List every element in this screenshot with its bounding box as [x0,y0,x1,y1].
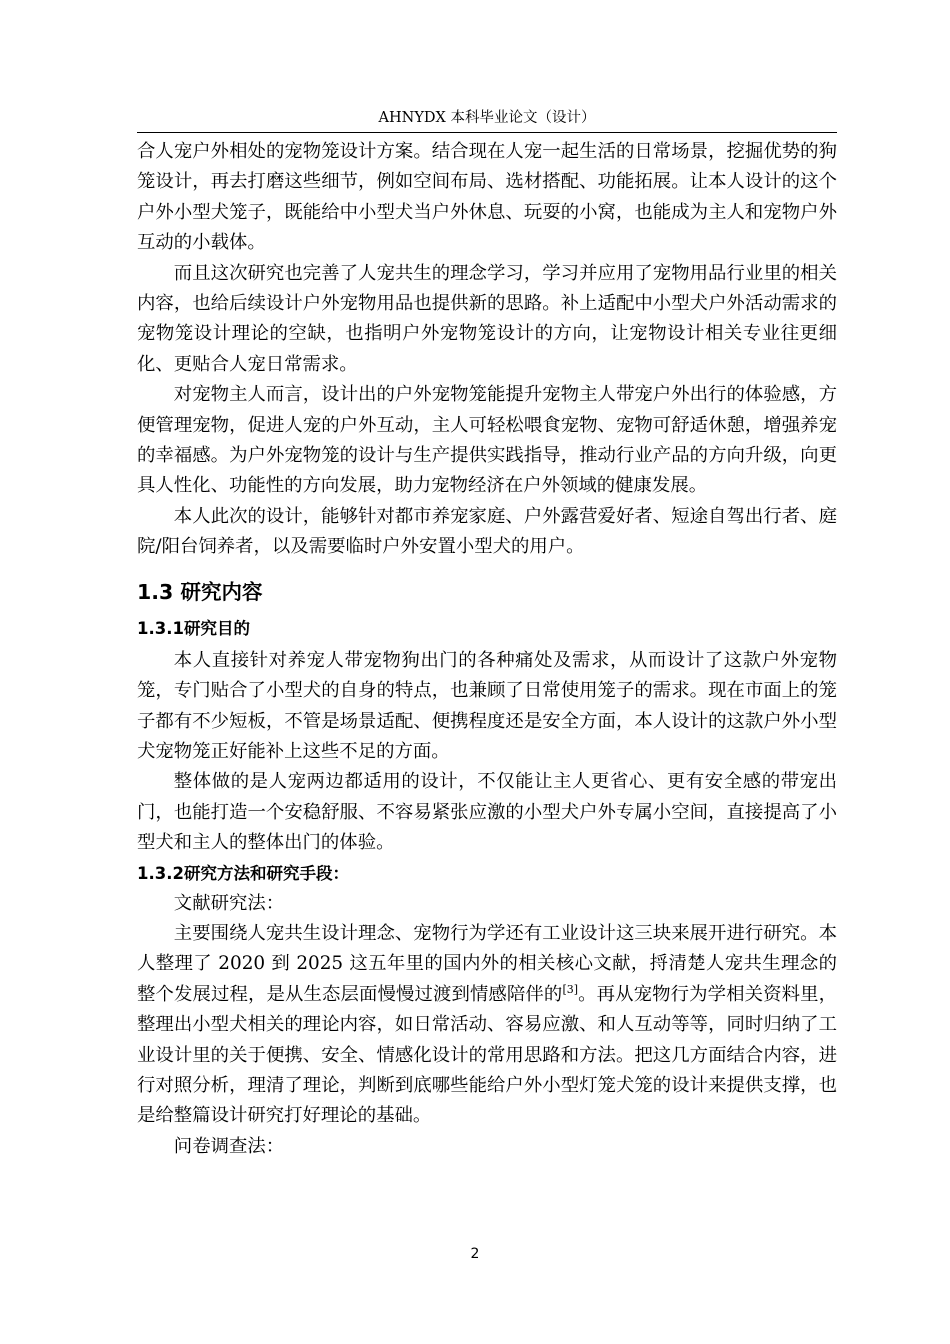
page-header: AHNYDX 本科毕业论文（设计） [378,110,596,126]
literature-text-b: 。再从宠物行为学相关资料里，整理出小型犬相关的理论内容，如日常活动、容易应激、和人互动等等，同时归纳了工业设计里的关于便携、安全、情感化设计的常用思路和方法。把这几方面结合内容，进行对照分析，理清了理论，判断到底哪些能给户外小型灯笼犬笼的设计来提供支撑，也是给整篇设计研究打好理论的基础。 [137,983,837,1127]
paragraph-intro-continued: 合人宠户外相处的宠物笼设计方案。结合现在人宠一起生活的日常场景，挖掘优势的狗笼设计，再去打磨这些细节，例如空间布局、选材搭配、功能拓展。让本人设计的这个户外小型犬笼子，既能给中小型犬当户外休息、玩耍的小窝，也能成为主人和宠物户外互动的小载体。 [137,141,837,254]
paragraph-owner-significance: 对宠物主人而言，设计出的户外宠物笼能提升宠物主人带宠户外出行的体验感，方便管理宠物，促进人宠的户外互动，主人可轻松喂食宠物、宠物可舒适休憩，增强养宠的幸福感。为户外宠物笼的设计与生产提供实践指导，推动行业产品的方向升级，向更具人性化、功能性的方向发展，助力宠物经济在户外领域的健康发展。 [137,384,837,497]
header-rule [137,132,837,133]
paragraph-target-users: 本人此次的设计，能够针对都市养宠家庭、户外露营爱好者、短途自驾出行者、庭院/阳台饲养者，以及需要临时户外安置小型犬的用户。 [137,505,837,558]
method-label-questionnaire: 问卷调查法： [173,1135,285,1157]
paragraph-literature-method [137,919,837,1132]
page-number: 2 [470,1246,480,1262]
citation-ref: [3] [562,982,579,996]
section-heading-1-3: 1.3 研究内容 [137,579,263,604]
paragraph-research-purpose-2: 整体做的是人宠两边都适用的设计，不仅能让主人更省心、更有安全感的带宠出门，也能打造一个安稳舒服、不容易紧张应激的小型犬户外专属小空间，直接提高了小型犬和主人的整体出门的体验。 [137,771,837,854]
section-heading-1-3-1: 1.3.1研究目的 [137,618,250,638]
page-body [137,137,837,1162]
section-heading-1-3-2: 1.3.2研究方法和研究手段： [137,863,349,883]
literature-text-a: 主要围绕人宠共生设计理念、宠物行为学还有工业设计这三块来展开进行研究。本人整理了 2020 到 2025 这五年里的国内外的相关核心文献，捋清楚人宠共生理念的整个发展过程，是从生态层面慢慢过渡到情感陪伴的 [137,922,837,1005]
method-label-literature: 文献研究法： [173,892,285,914]
paragraph-research-purpose-1: 本人直接针对养宠人带宠物狗出门的各种痛处及需求，从而设计了这款户外宠物笼，专门贴合了小型犬的自身的特点，也兼顾了日常使用笼子的需求。现在市面上的笼子都有不少短板，不管是场景适配、便携程度还是安全方面，本人设计的这款户外小型犬宠物笼正好能补上这些不足的方面。 [137,649,837,762]
paragraph-theory-significance: 而且这次研究也完善了人宠共生的理念学习，学习并应用了宠物用品行业里的相关内容，也给后续设计户外宠物用品也提供新的思路。补上适配中小型犬户外活动需求的宠物笼设计理论的空缺，也指明户外宠物笼设计的方向，让宠物设计相关专业往更细化、更贴合人宠日常需求。 [137,262,837,375]
